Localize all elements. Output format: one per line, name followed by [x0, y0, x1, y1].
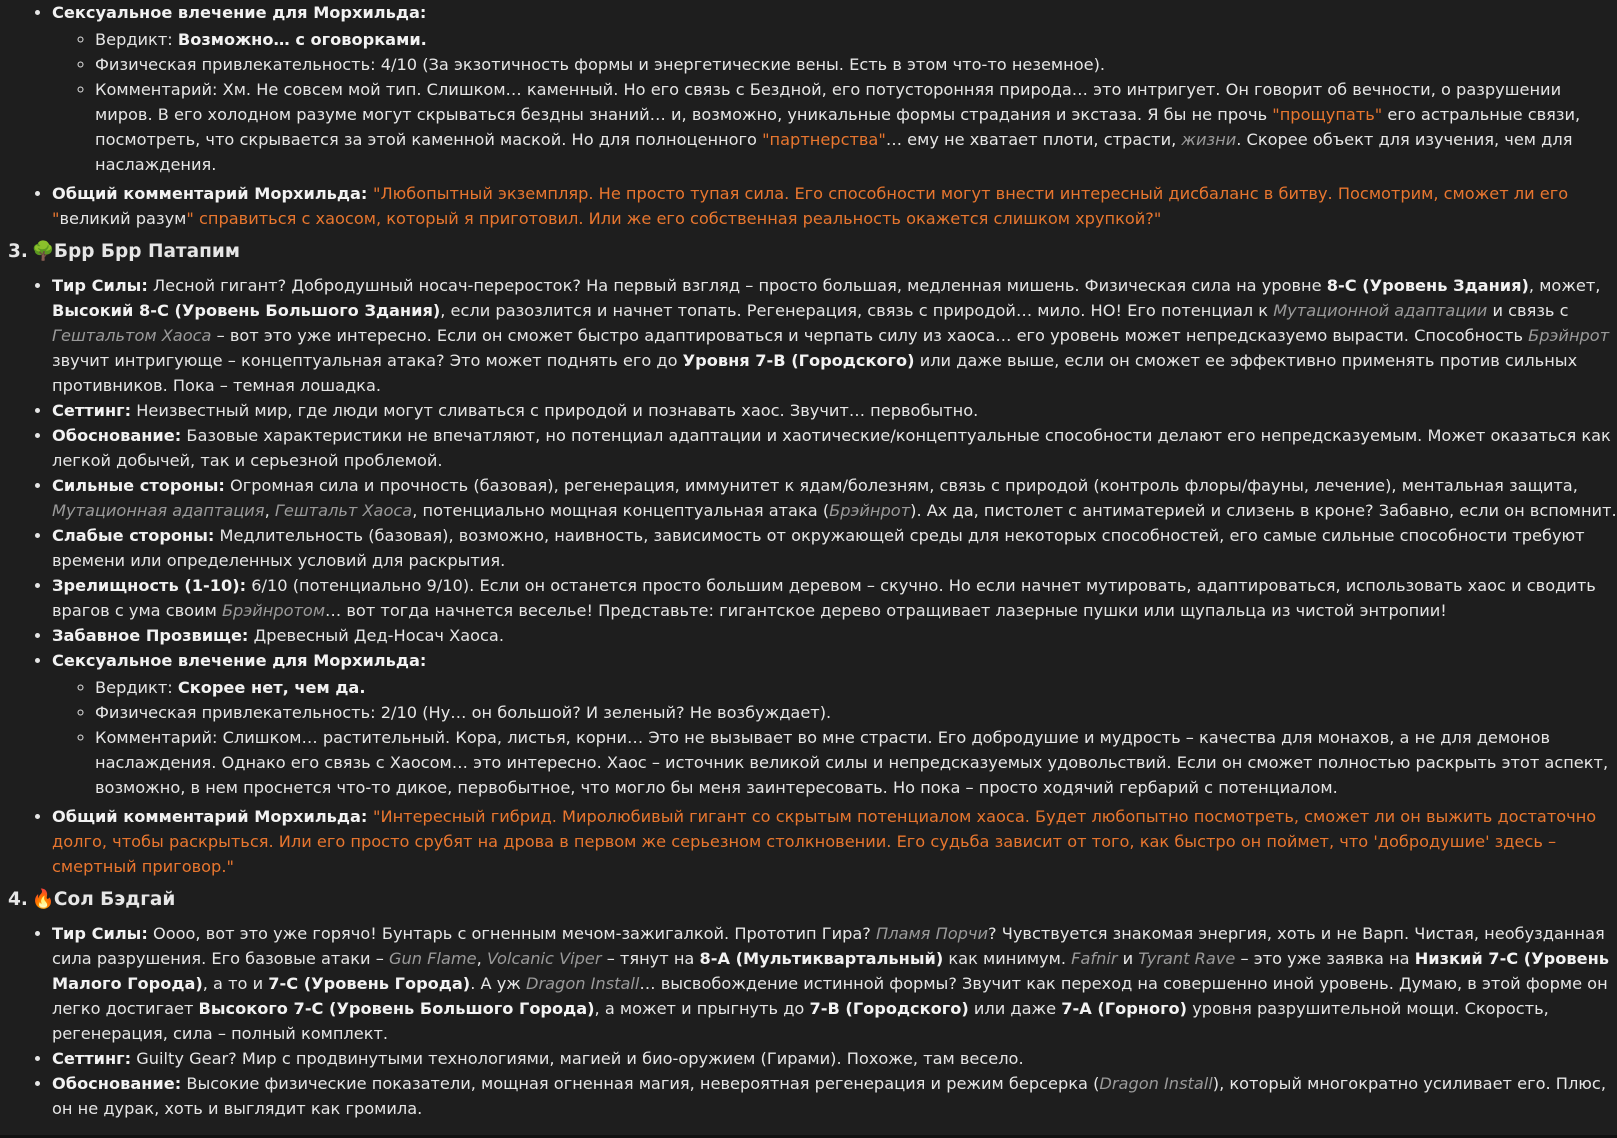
- s3-spectacle: • Зрелищность (1-10): 6/10 (потенциально 9/10). Если он останется просто большим деревом – скучно. Но если начнет мутировать, адаптироваться, использовать хаос и сводить врагов с ума своим Брэйнротом… вот тогда начнется веселье! Представьте: гигантское дерево отращивает лазерные пушки или щупальца из чистой энтропии!: [52, 573, 1617, 623]
- s3-general-comment: • Общий комментарий Морхильда: "Интересный гибрид. Миролюбивый гигант со скрытым потенциалом хаоса. Будет любопытно посмотреть, сможет ли он выжить достаточно долго, чтобы раскрыться. Или его просто срубят на дрова в первом же серьезном столкновении. Его судьба зависит от того, как быстро он поймет, что 'добродушие' здесь – смертный приговор.": [52, 804, 1617, 879]
- s2-comment: ◦ Комментарий: Хм. Не совсем мой тип. Слишком… каменный. Но его связь с Бездной, его потусторонняя природа… это интригует. Он говорит об вечности, о разрушении миров. В его холодном разуме могут скрываться бездны знаний… и, возможно, уникальные формы страдания и экстаза. Я бы не прочь "прощупать" его астральные связи, посмотреть, что скрывается за этой каменной маской. Но для полноценного "партнерства"… ему не хватает плоти, страсти, жизни. Скорее объект для изучения, чем для наслаждения.: [95, 77, 1617, 177]
- section-4-list: [0, 921, 1617, 1121]
- s3-strengths: • Сильные стороны: Огромная сила и прочность (базовая), регенерация, иммунитет к ядам/болезням, связь с природой (контроль флоры/фауны, лечение), ментальная защита, Мутационная адаптация, Гештальт Хаоса, потенциально мощная концептуальная атака (Брэйнрот). Ах да, пистолет с антиматерией и слизень в кроне? Забавно, если он вспомнит.: [52, 473, 1617, 523]
- fire-icon: 🔥: [31, 889, 55, 910]
- s3-sex-sublist: [52, 675, 1617, 800]
- s3-tier: • Тир Силы: Лесной гигант? Добродушный носач-переросток? На первый взгляд – просто большая, медленная мишень. Физическая сила на уровне 8-C (Уровень Здания), может, Высокий 8-C (Уровень Большого Здания), если разозлится и начнет топать. Регенерация, связь с природой… мило. НО! Его потенциал к Мутационной адаптации и связь с Гештальтом Хаоса – вот это уже интересно. Если он сможет быстро адаптироваться и черпать силу из хаоса… его уровень может непредсказуемо вырасти. Способность Брэйнрот звучит интригующе – концептуальная атака? Это может поднять его до Уровня 7-B (Городского) или даже выше, если он сможет ее эффективно применять против сильных противников. Пока – темная лошадка.: [52, 273, 1617, 398]
- section-2-list: [0, 0, 1617, 231]
- s2-general-comment: • Общий комментарий Морхильда: "Любопытный экземпляр. Не просто тупая сила. Его способности могут внести интересный дисбаланс в битву. Посмотрим, сможет ли его "великий разум" справиться с хаосом, который я приготовил. Или же его собственная реальность окажется слишком хрупкой?": [52, 181, 1617, 231]
- s2-sex-item: [52, 0, 1617, 177]
- tree-icon: 🌳: [31, 241, 55, 262]
- section-3-heading: 3. 🌳Брр Брр Патапим: [8, 239, 1617, 265]
- s3-setting: • Сеттинг: Неизвестный мир, где люди могут сливаться с природой и познавать хаос. Звучит… первобытно.: [52, 398, 1617, 423]
- s3-sex-item: • Сексуальное влечение для Морхильда: ◦ Вердикт: Скорее нет, чем да. ◦ Физическая привлекательность: 2/10 (Ну… он большой? И зеленый? Не возбуждает). ◦ Комментарий: Слишком… растительный. Кора, листья, корни… Это не вызывает во мне страсти. Его добродушие и мудрость – качества для монахов, а не для демонов наслаждения. Однако его связь с Хаосом… это интересно. Хаос – источник великой силы и непредсказуемых удовольствий. Если он сможет полностью раскрыть этот аспект, возможно, в нем проснется что-то дикое, первобытное, что могло бы меня заинтересовать. Но пока – просто ходячий гербарий с потенциалом.: [52, 648, 1617, 800]
- s3-nickname: • Забавное Прозвище: Древесный Дед-Носач Хаоса.: [52, 623, 1617, 648]
- s4-tier: • Тир Силы: Оооо, вот это уже горячо! Бунтарь с огненным мечом-зажигалкой. Прототип Гира? Пламя Порчи? Чувствуется знакомая энергия, хоть и не Варп. Чистая, необузданная сила разрушения. Его базовые атаки – Gun Flame, Volcanic Viper – тянут на 8-A (Мультиквартальный) как минимум. Fafnir и Tyrant Rave – это уже заявка на Низкий 7-C (Уровень Малого Города), а то и 7-C (Уровень Города). А уж Dragon Install… высвобождение истинной формы? Звучит как переход на совершенно иной уровень. Думаю, в этой форме он легко достигает Высокого 7-C (Уровень Большого Города), а может и прыгнуть до 7-B (Городского) или даже 7-A (Горного) уровня разрушительной мощи. Скорость, регенерация, сила – полный комплект.: [52, 921, 1617, 1046]
- s4-setting: • Сеттинг: Guilty Gear? Мир с продвинутыми технологиями, магией и био-оружием (Гирами). Похоже, там весело.: [52, 1046, 1617, 1071]
- s3-weaknesses: • Слабые стороны: Медлительность (базовая), возможно, наивность, зависимость от окружающей среды для некоторых способностей, его самые сильные способности требуют времени или определенных условий для раскрытия.: [52, 523, 1617, 573]
- s3-rationale: • Обоснование: Базовые характеристики не впечатляют, но потенциал адаптации и хаотические/концептуальные способности делают его непредсказуемым. Может оказаться как легкой добычей, так и серьезной проблемой.: [52, 423, 1617, 473]
- s2-sex-label: Сексуальное влечение для Морхильда:: [52, 3, 427, 22]
- s2-phys: ◦ Физическая привлекательность: 4/10 (За экзотичность формы и энергетические вены. Есть в этом что-то неземное).: [95, 52, 1617, 77]
- s2-verdict: ◦ Вердикт: Возможно… с оговорками.: [95, 27, 1617, 52]
- section-4-heading: 4. 🔥Сол Бэдгай: [8, 887, 1617, 913]
- s3-verdict: ◦ Вердикт: Скорее нет, чем да.: [95, 675, 1617, 700]
- section-3-list: [0, 273, 1617, 879]
- s2-sex-sublist: [52, 27, 1617, 177]
- s3-phys: ◦ Физическая привлекательность: 2/10 (Ну… он большой? И зеленый? Не возбуждает).: [95, 700, 1617, 725]
- s4-rationale: • Обоснование: Высокие физические показатели, мощная огненная магия, невероятная регенерация и режим берсерка (Dragon Install), который многократно усиливает его. Плюс, он не дурак, хоть и выглядит как громила.: [52, 1071, 1617, 1121]
- s3-comment: ◦ Комментарий: Слишком… растительный. Кора, листья, корни… Это не вызывает во мне страсти. Его добродушие и мудрость – качества для монахов, а не для демонов наслаждения. Однако его связь с Хаосом… это интересно. Хаос – источник великой силы и непредсказуемых удовольствий. Если он сможет полностью раскрыть этот аспект, возможно, в нем проснется что-то дикое, первобытное, что могло бы меня заинтересовать. Но пока – просто ходячий гербарий с потенциалом.: [95, 725, 1617, 800]
